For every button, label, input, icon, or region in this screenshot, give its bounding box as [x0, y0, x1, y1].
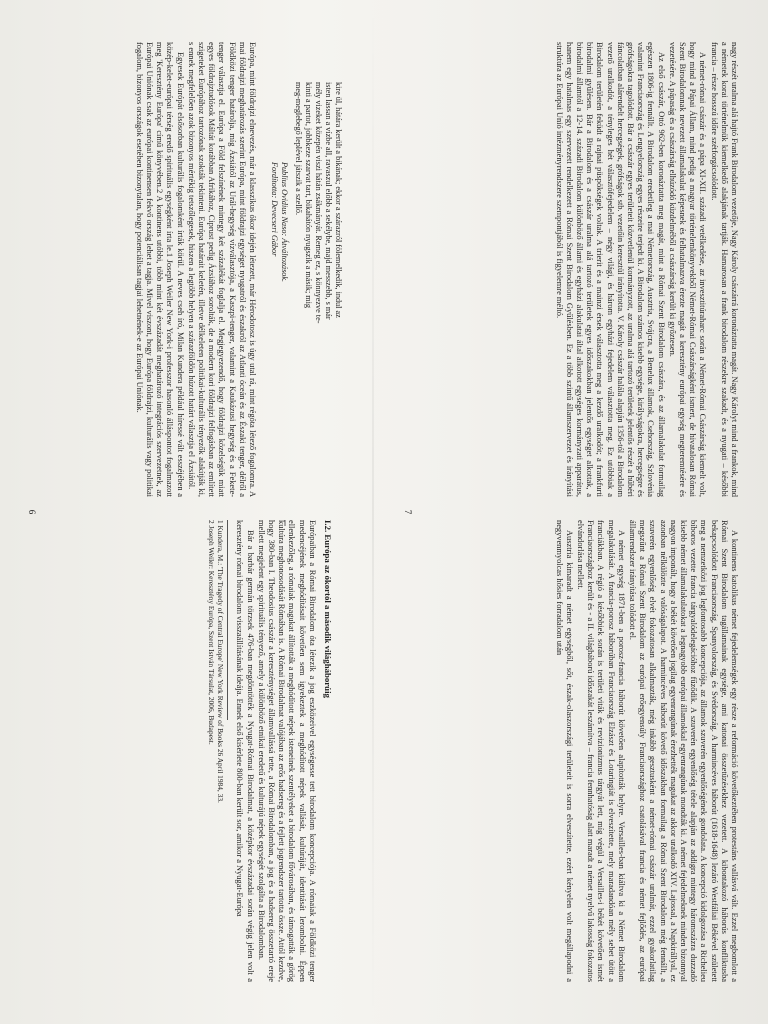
body-paragraph: Egyesek Európát elsősorban kulturális fogalomként írták körül. A neves cseh író, Milan Kundera például híressé vált esszéjében a közép-kelet-európai térség eredő spirituális egységként írta le.1 Joseph Weiler New York-i professzor hasonló álláspontot fogalmazott meg 'Keresztény Európa' című könyvében.2 A kontinens utóbbi, több mint két évszázadát meghatározó integrációs szervezetnek, az Európai Uniónak csak az európai kontinensen fekvő ország lehet a tagja. Mivel viszont, hogy Európa földrajzi, kulturális vagy politikai fogalom, bizonyos országok esetében bizonytalan, hogy potenciálisan tagjai lehetnének-e az Európai Uniónak. — [134, 42, 185, 497]
left-page-frame — [0, 0, 372, 1024]
footnote: 2 Joseph Weiler: Keresztény Európa, Szent István Társulat, 2006, Budapest. — [207, 520, 217, 745]
poem-attribution — [269, 162, 289, 497]
right-page-frame — [374, 0, 768, 1024]
body-paragraph: Az első császár, Ottó 962-ben koronáztatta meg magát, mint a Római Szent Birodalom császára, és az államalakulat formailag egészen 1806-ig fennállt. A Birodalom eredetileg a mai Németország, Ausztria, Svájcra, a Benelux államok, Csehország, Szlovénia valamint Franciaország és Lengyelország egyes részeire terjedt ki. A Birodalom számos kisebb egysége, királyságokra, hercegségre és grófságokra tagolódott. Bár a császár egyes területeit közvetlenül kormányzott, az uralma alá tartozó területek jelentős részét a hűbéri fáncolatban alárendelt hercegségek, grófságok stb. vezetőin keresztül irányította. V. Károly császár halála alapján 1356-tól a Birodalom vezető uralkodót, a tényleges hét választófejedelem – négy világi, és három egyházi fejedelem választotta meg. Ez utóbbiak a Birodalom területén feküdt a rajnai püspökségek voltak. A trierit és a mainzi érsek választotta meg a kezdő uralkodót; a frankfurti birodalmi gyűlésen. Bár a Birodalom és a császár uralma alá tartozó területek egyes időszakokban jelentős egységet alkottak, a birodalmi államtól a 12-14. századi Birodalom különböző állami és egyházi alakulatai által alkotott egységes kormányzati apparátus, hanem egy hatalmas egy szervezett rendelkezett a Római Szent Birodalom Gyűlésben. Ez a több szintű államszervezet és irányítási struktúra az Európai Unió intézményrendszere szempontjából is figyelemre méltó. — [554, 42, 666, 497]
poem-translator: Fordította: Devecseri Gábor — [270, 162, 279, 257]
body-paragraph: Európaiban a Római Birodalom óta létezik a jog eszközeivel egységesse tett birodalom koncepciója. A rómaiak a Földközi tenger medencéjének meghódításait követően sem igyekeztek a meghódított népek vallását, kultúráját, identitását lerombolni. Éppen ellenkezőleg, a rómaiak magukat állították a meghódított népek isteneinek szentélyeket a birodalom fővárosában, és támogatták a görög kultúra meghonosodását Rómában is. A Római Birodalmat valójában az erős hadsereg és a fejlett jogrendszer tartotta össze. Attól kezdve, hogy 380-ban I. Theodosius császár a kereszténységet államvallássá tette, a Római Birodalomban, a jog és a hadsereg összetartó ereje mellett megjelent egy spirituális tényező, amely a különböző etnikai eredetű és kulturájú népek egységét szolgálta a Birodalomban. — [256, 520, 317, 982]
left-page-column-1 — [43, 42, 345, 497]
body-paragraph: Ausztria kimaradt a német egységből, sőt, észak-olaszországi területeit is sorra elveszítette, ezért kényelen volt megállapodni a negyvenmyolcas hősies forradalom után — [554, 520, 574, 982]
page-number: 7 — [403, 509, 414, 515]
poem-source: Publius Ovidius Naso: Átváltozások. — [280, 162, 289, 283]
body-paragraph: A német-római császár és a pápa XI-XII. századi vetélkedése, az invesztitúraharc során a Német-Római Császárság kiemelt volt, hogy mind a Pápai Állam, mind pedig a magyar történelemkönyvekből Német-Római Császárságként ismert, de hivatalosan Római Szent Birodalomnak nevezett államalakulat képesnek és felhatalmazva érezte magát a keresztény európai egység megteremtésére és vezetésére. A pápaság és a császárság elhúzódó küzdelméből a császárság került ki győztesen. — [667, 42, 708, 497]
body-paragraph: nagy részét uralma alá hajtó Frank Birodalom vezetője, Nagy Károly császárrá koronáztatta magát. Nagy Károlyt mind a frankok, mind a németek korai történelmük kiemelkedő alakjának tartják. Hamarosan a frank birodalom részekre szakadt, és a nyugati – későbbi francia – része hosszú időre szétforgácsolódott. — [709, 42, 739, 497]
right-page-column-1 — [419, 42, 739, 497]
body-paragraph: Európa, mint földrajzi elnevezés, már a klasszikus ókor idején létezett, már Hérodotosz is úgy utal rá, mint régóta létező fogalomra. A mai földrajzi meghatározás szerint Európa, mint földrajzi egységet nyugatról és északról az Atlanti óceán és az Északi tenger, délről a Földközi tenger határolja, míg Ázsiától az Urál-hegység vízválasztója, a Kaszpi-tenger, valamint a Kaukázusi hegység és a Fekete-tenger választja el. Európa a Föld felszínének mintegy két százalékát foglalja el. Megjegyezendő, hogy földrajzi közelségük miatt egyes földrajztudósok Máltát korábban Afrikához, Ciprust pedig Ázsiához sorolták, de a modern kori földrajzi felfogásban az említett szigeteket Európához tartozónak szokták tekinteni. Európa határait keletén, illetve délkeleten politikai-kulturális tényezők alakítják ki, s ennek megfelelően azok bizonyos mértékig tetszőlegesek, hiszen a legtöbb helyen a szárazföldön húzott határt választja el Ázsiától. — [186, 42, 257, 497]
body-paragraph: A német egység 1871-ben a porosz-francia háborút követően alapították helyre. Versailles-ban kiáltva ki a Német Birodalom megalakulását. A francia-porosz háborúban Franciaország Elzászt és Lotaringiát is elveszítette, mely maradandóan mély sebet ütött a franciákban. A régió a későbbiek során is területi viták és revizionizmus tárgyát lett, míg végül a Versailles-i békét követően ismét Franciaországhoz került és - a II. világháború időszakát leszámítva – francia fennhatóság alatt maradt a német nyelvű lakosság fokozatos elvándorlása mellett. — [575, 520, 626, 982]
right-page-column-2 — [419, 520, 739, 982]
ovid-poem-excerpt — [293, 82, 343, 497]
page-number: 6 — [27, 509, 38, 515]
poem-line: kire ül, hátára került a bikának; ekkor a szárazról fölemelkedik, indul az — [334, 82, 343, 318]
body-paragraph: Bár a barbár germán törzsek 476-ban megdöntötték a Nyugat-Római Birodalmat, a középkor évszázadai során végig jelen volt a keresztény római birodalom visszaállításának ideája. Ennek első kísérlete 800-ban került sor, amikor a Nyugat-Európa — [235, 520, 255, 982]
right-page — [397, 32, 745, 992]
left-page — [21, 32, 351, 992]
poem-line: isten lassan a vízbe all, ravaszul előbb a sekélybe, majd messzebb, s már — [324, 82, 333, 320]
footnote: 1 Kundera, M.: 'The Tragedy of Central Europe' New York Review of Books 26 April 1984, 33. — [216, 520, 226, 803]
poem-line: mély vizeket közepén viszi hátán zsákmányát. Remeg ez, s könnyezve te- — [314, 82, 323, 324]
footnotes — [207, 520, 228, 803]
section-heading: I.2. Európa az ókortól a második világháborúig — [323, 520, 333, 698]
body-paragraph: A kontinens katolikus német fejedelemségek egy része a reformáció követőkeztében protestáns vallásvá vált. Ezzel megbomlott a Római Szent Birodalom tagállamainak egysége, ami katonai összetűzésekhez vezetett. A kibontakozó háborús konfliktusba bekapcsolódott Franciaország, Spanyolország, és Svédország. A harmincéves háborút (1618-1648) lezáró Westfáliai Békével született meg a nemzetközi jog legfontosabb koncepciója, az államok szuverén egyenlőségének gondolata. A koncepció kidolgozása a Richelieu bíboros vezette francia tárgyalódelegációhoz fűződik. A szuverén egyenlőség tétele alapján az addigra mintegy háromszázra duzzadó kisebb német államalakulatokat a legnagyobb európai államokkal egyenrangúnak mondták ki. A német fejedelmeknek minden bizonnyal nagyon imponált, hogy a békét követően jogilag egyenrangúnak érezhették magukat az akkor uralkodó XIV. Lajossal, a Napkirállyal, ez azonban nélkülözte a valóságalapot. A harmincéves háborút követő időszakban formailag a Római Szent Birodalom még fennállt, a szuverén egyenlőség elvét fokozatosan alkalmazták, még inkább gesztusként a német-római császár uralmát, ezzel gyakorlatilag megszűnt a Római Szent Birodalom az európai erőegyensúly Franciaországhoz csatolásával francia és német fejlődés, az európai államrendszer irányítása tolódott el. — [627, 520, 739, 982]
left-page-column-2 — [43, 520, 345, 982]
poem-line: kinti a partot, jobbkeze szarvat tart, bikahátón nyugszik a másik; mig — [304, 82, 313, 309]
poem-line: meg-meglebegő leplével játszik a szellő. — [294, 82, 303, 215]
